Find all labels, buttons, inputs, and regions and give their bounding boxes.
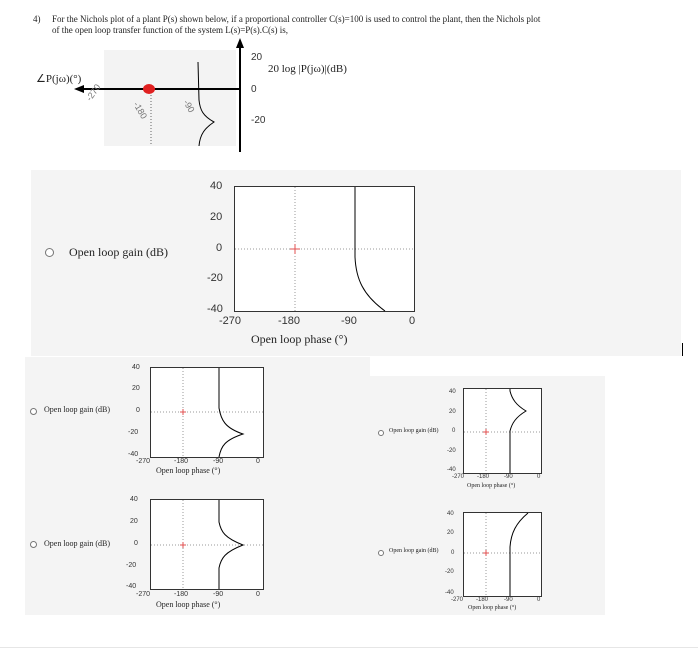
option-b-xtick-0: 0 xyxy=(256,458,260,465)
fig-xtick-minus270: -270 xyxy=(84,82,103,103)
fig-ytick-20: 20 xyxy=(251,52,263,63)
option-c-xtick-0: 0 xyxy=(256,591,260,598)
option-b-xlabel: Open loop phase (°) xyxy=(156,466,221,475)
option-c-ytick-40: 40 xyxy=(130,496,138,503)
option-b-plot xyxy=(150,367,264,458)
option-d-ylabel: Open loop gain (dB) xyxy=(389,428,439,434)
option-c-radio[interactable] xyxy=(30,541,37,548)
option-a-svg xyxy=(235,187,414,311)
option-a-xlabel: Open loop phase (°) xyxy=(251,332,348,346)
option-e-xtick-0: 0 xyxy=(537,597,541,603)
option-d-radio[interactable] xyxy=(378,430,384,436)
option-c-plot xyxy=(150,499,264,590)
phase-axis-arrow xyxy=(74,85,84,93)
option-b-ytick-20: 20 xyxy=(132,385,140,392)
option-b-ytick-40: 40 xyxy=(132,364,140,371)
option-a-xtick-minus270: -270 xyxy=(219,315,242,327)
option-d-ytick-40: 40 xyxy=(449,389,456,395)
option-c-ylabel: Open loop gain (dB) xyxy=(44,539,110,548)
option-b-ytick-minus40: -40 xyxy=(128,451,139,458)
option-a-plot xyxy=(234,186,415,312)
option-b-svg xyxy=(151,368,263,457)
option-c-curve xyxy=(219,500,243,589)
option-e-svg xyxy=(464,513,541,596)
option-c-xlabel: Open loop phase (°) xyxy=(156,600,221,609)
option-e-xtick-minus180: -180 xyxy=(476,597,489,603)
option-e-radio[interactable] xyxy=(378,550,384,556)
option-a-xtick-minus90: -90 xyxy=(341,315,357,327)
fig-xtick-minus180: -180 xyxy=(131,100,150,121)
option-e-ytick-minus40: -40 xyxy=(445,590,454,596)
option-d-xtick-minus180: -180 xyxy=(477,474,490,480)
option-d-ytick-minus40: -40 xyxy=(447,467,456,473)
fig-ytick-minus20: -20 xyxy=(251,115,266,126)
option-e-plot xyxy=(463,512,542,597)
fig-ytick-0: 0 xyxy=(251,84,257,95)
text-cursor xyxy=(682,343,683,356)
option-e-xtick-minus270: -270 xyxy=(451,597,464,603)
question-line-1: For the Nichols plot of a plant P(s) shown below, if a proportional controller C(s)=100 is used to control the plant, then the Nichols plot xyxy=(52,14,541,24)
option-a-ytick-20: 20 xyxy=(210,211,223,223)
option-d-curve xyxy=(510,389,526,473)
option-b-radio[interactable] xyxy=(30,408,37,415)
option-d-xtick-minus90: -90 xyxy=(504,474,513,480)
option-a-xtick-0: 0 xyxy=(409,315,416,327)
phase-axis-label: ∠P(jω)(°) xyxy=(36,73,82,85)
option-d-ytick-20: 20 xyxy=(449,409,456,415)
option-c-xtick-minus90: -90 xyxy=(213,591,224,598)
option-a-ytick-0: 0 xyxy=(216,242,223,254)
option-d-ytick-minus20: -20 xyxy=(447,448,456,454)
option-b-ylabel: Open loop gain (dB) xyxy=(44,405,110,414)
question-line-2: of the open loop transfer function of the system L(s)=P(s).C(s) is, xyxy=(52,25,289,35)
option-e-curve xyxy=(510,513,528,596)
gain-axis-label: 20 log |P(jω)|(dB) xyxy=(268,63,347,75)
option-d-svg xyxy=(464,389,541,473)
fig-xtick-minus90: -90 xyxy=(181,98,197,115)
option-e-ytick-minus20: -20 xyxy=(445,569,454,575)
option-a-ytick-40: 40 xyxy=(210,180,223,192)
option-a-ytick-minus20: -20 xyxy=(207,272,223,284)
option-b-xtick-minus180: -180 xyxy=(174,458,189,465)
option-d-xtick-0: 0 xyxy=(537,474,541,480)
option-a-ytick-minus40: -40 xyxy=(207,303,223,315)
option-a-xtick-minus180: -180 xyxy=(278,315,301,327)
option-c-ytick-20: 20 xyxy=(130,518,138,525)
option-d-ytick-0: 0 xyxy=(452,428,456,434)
option-d-xtick-minus270: -270 xyxy=(452,474,465,480)
bottom-divider xyxy=(0,647,698,648)
option-d-plot xyxy=(463,388,542,474)
option-c-ytick-minus20: -20 xyxy=(126,562,137,569)
option-c-xtick-minus270: -270 xyxy=(136,591,151,598)
question-number: 4) xyxy=(33,14,41,24)
option-b-ytick-0: 0 xyxy=(136,407,140,414)
option-c-xtick-minus180: -180 xyxy=(174,591,189,598)
plant-curve xyxy=(198,62,214,146)
option-b-xtick-minus90: -90 xyxy=(213,458,224,465)
option-e-xtick-minus90: -90 xyxy=(504,597,513,603)
option-e-ytick-20: 20 xyxy=(447,530,454,536)
option-a-radio[interactable] xyxy=(45,248,54,257)
option-d-xlabel: Open loop phase (°) xyxy=(467,483,516,489)
option-e-ylabel: Open loop gain (dB) xyxy=(389,548,439,554)
option-e-ytick-40: 40 xyxy=(447,511,454,517)
option-b-ytick-minus20: -20 xyxy=(128,429,139,436)
option-c-ytick-minus40: -40 xyxy=(126,583,137,590)
option-b-xtick-minus270: -270 xyxy=(136,458,151,465)
option-e-xlabel: Open loop phase (°) xyxy=(468,605,517,611)
option-c-svg xyxy=(151,500,263,589)
option-b-curve xyxy=(219,368,243,457)
option-c-ytick-0: 0 xyxy=(134,540,138,547)
gain-axis-arrow xyxy=(236,38,244,48)
option-a-ylabel: Open loop gain (dB) xyxy=(69,245,168,259)
option-e-ytick-0: 0 xyxy=(451,550,455,556)
critical-point-marker xyxy=(143,84,155,94)
